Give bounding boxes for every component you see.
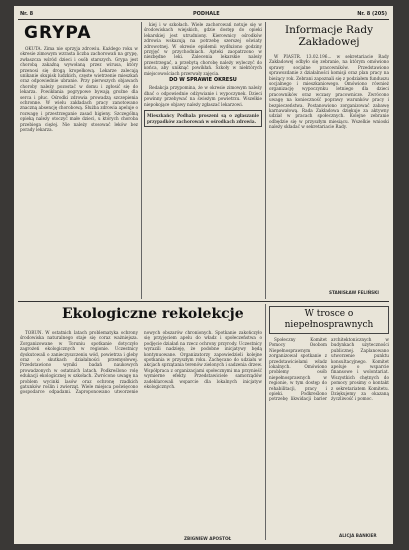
troska-title: W trosce o niepełnosprawnych	[284, 309, 374, 330]
middle-text: kiej i w szkołach. Wiele zachorowań notuje się w środowiskach wiejskich, gdzie dostęp do opieki lekarskiej jest utrudniony. Kierownicy ośrodków zdrowia wskazują na potrzebę szerszej oświaty zdrowotnej. W okresie epidemii wydłużono godziny przyjęć w przychodniach. Apteki zaopatrzono w niezbędne leki. Zalecenia lekarskie należy przestrzegać, a przebytą chorobę należy wyleczyć do końca, aby uniknąć powikłań. Szkoły w niektórych miejscowościach przerwały zajęcia.	[144, 22, 262, 76]
ekologiczne-signature: ZBIGNIEW APOSTOŁ	[184, 536, 232, 541]
column-divider-3	[265, 304, 266, 540]
grypa-text: OKUTA. Zima nie sprzyja zdrowiu. Każdego roku w okresie zimowym wzrasta liczba zachorowań na grypę, zwłaszcza wśród dzieci i osób starszych. Grypa jest chorobą zakaźną wywołaną przez wirusa, który przenosi się drogą kropelkową. Lekarze zalecają unikanie skupisk ludzkich, częste wietrzenie mieszkań oraz odpowiednie ubranie. Przy pierwszych objawach choroby należy pozostać w domu i zgłosić się do lekarza. Powikłania pogrypowe bywają groźne dla serca i płuc. Ośrodki zdrowia prowadzą szczepienia ochronne. W wielu zakładach pracy zanotowano znaczną absencję chorobową. Służba zdrowia apeluje o rozwagę i przestrzeganie zasad higieny. Szczególną opieką należy otoczyć małe dzieci, u których choroba przebiega ciężej. Nie należy stosować leków bez porady lekarza.	[20, 46, 138, 133]
column-divider-2	[265, 22, 266, 299]
middle-column	[144, 22, 262, 299]
informacje-body	[269, 54, 389, 289]
ekologiczne-title: Ekologiczne rekolekcje	[62, 306, 244, 322]
troska-body	[269, 337, 389, 533]
troska-text: Społeczny Komitet Pomocy Osobom Niepełnosprawnym zorganizował spotkanie z przedstawicielami władz lokalnych. Omówiono problemy osób niepełnosprawnych w regionie, w tym dostęp do rehabilitacji, pracy i opieki. Podkreślono potrzebę likwidacji barier architektonicznych w budynkach użyteczności publicznej. Zaplanowano utworzenie punktu konsultacyjnego. Komitet apeluje o wsparcie finansowe i wolontariat. Wszystkich chętnych do pomocy prosimy o kontakt z sekretariatem Komitetu. Dziękujemy za okazaną życzliwość i pomoc.	[269, 337, 389, 402]
grypa-title: GRYPA	[24, 23, 92, 43]
ekologiczne-text: TORUŃ. W ostatnich latach problematyka ochrony środowiska naturalnego staje się coraz ważniejsza. Zorganizowane w Toruniu spotkanie dotyczyło zagrożeń ekologicznych w regionie. Uczestnicy dyskutowali o zanieczyszczeniu wód, powietrza i gleby oraz o skutkach działalności przemysłowej. Przedstawiono wyniki badań naukowych prowadzonych w ostatnich latach. Podkreślono rolę edukacji ekologicznej w szkołach. Zwrócono uwagę na problem wycinki lasów oraz ochronę rzadkich gatunków roślin i zwierząt. Wiele miejsca poświęcono gospodarce odpadami. Zaproponowano utworzenie nowych obszarów chronionych. Spotkanie zakończyło się przyjęciem apelu do władz i społeczeństwa o podjęcie działań na rzecz ochrony przyrody. Uczestnicy wyrazili nadzieję, że podobne inicjatywy będą kontynuowane. Organizatorzy zapowiedzieli kolejne spotkania w przyszłym roku. Zachęcano do udziału w akcjach sprzątania terenów zielonych i sadzenia drzew. Współpraca z organizacjami społecznymi ma przynieść wymierne efekty. Przedstawiciele samorządów zadeklarowali wsparcie dla lokalnych inicjatyw ekologicznych.	[20, 330, 262, 395]
newspaper-page	[14, 6, 393, 544]
mid-rule	[18, 301, 389, 302]
middle-note-box	[144, 110, 262, 127]
header-rule	[18, 19, 389, 20]
header-left: Nr. 8	[20, 11, 34, 17]
informacje-title: Informacje Rady Zakładowej	[284, 24, 374, 48]
header-right: Nr. 8 (205)	[357, 11, 387, 17]
ekologiczne-body	[20, 330, 262, 536]
middle-note: Mieszkańcy Podhala proszeni są o zgłaszanie przypadków zachorowań w ośrodkach zdrowia.	[147, 113, 259, 124]
troska-signature: ALICJA BANKIER	[339, 533, 377, 538]
informacje-text: W PIASTR. 13.02.196... w sekretariacie Rady Zakładowej odbyło się zebranie, na którym omówiono sprawy socjalne pracowników. Przedstawiono sprawozdanie z działalności komisji oraz plan pracy na bieżący rok. Zebrani zapoznali się z podziałem funduszu socjalnego i mieszkaniowego. Omówiono również organizację wypoczynku letniego dla dzieci pracowników oraz wczasy pracownicze. Zwrócono uwagę na konieczność poprawy warunków pracy i bezpieczeństwa. Postanowiono zorganizować zabawę karnawałową. Rada Zakładowa dziękuje za aktywny udział w pracach społecznych. Kolejne zebranie odbędzie się w przyszłym miesiącu. Wszelkie wnioski należy składać w sekretariacie Rady.	[269, 54, 389, 130]
header-center: PODHALE	[193, 11, 220, 17]
page-header	[18, 9, 389, 19]
middle-text-2: Redakcja przypomina, że w okresie zimowym należy dbać o odpowiednie odżywianie i wypoczynek. Dzieci powinny przebywać na świeżym powietrzu. Wszelkie niepokojące objawy należy zgłaszać lekarzowi.	[144, 85, 262, 107]
troska-title-box	[269, 306, 389, 334]
column-divider-1	[141, 22, 142, 299]
grypa-body	[20, 46, 138, 299]
middle-subhead: DO W SPRAWIE OKRESU	[169, 77, 237, 84]
informacje-signature: STANISŁAW FELIŃSKI	[329, 290, 379, 295]
